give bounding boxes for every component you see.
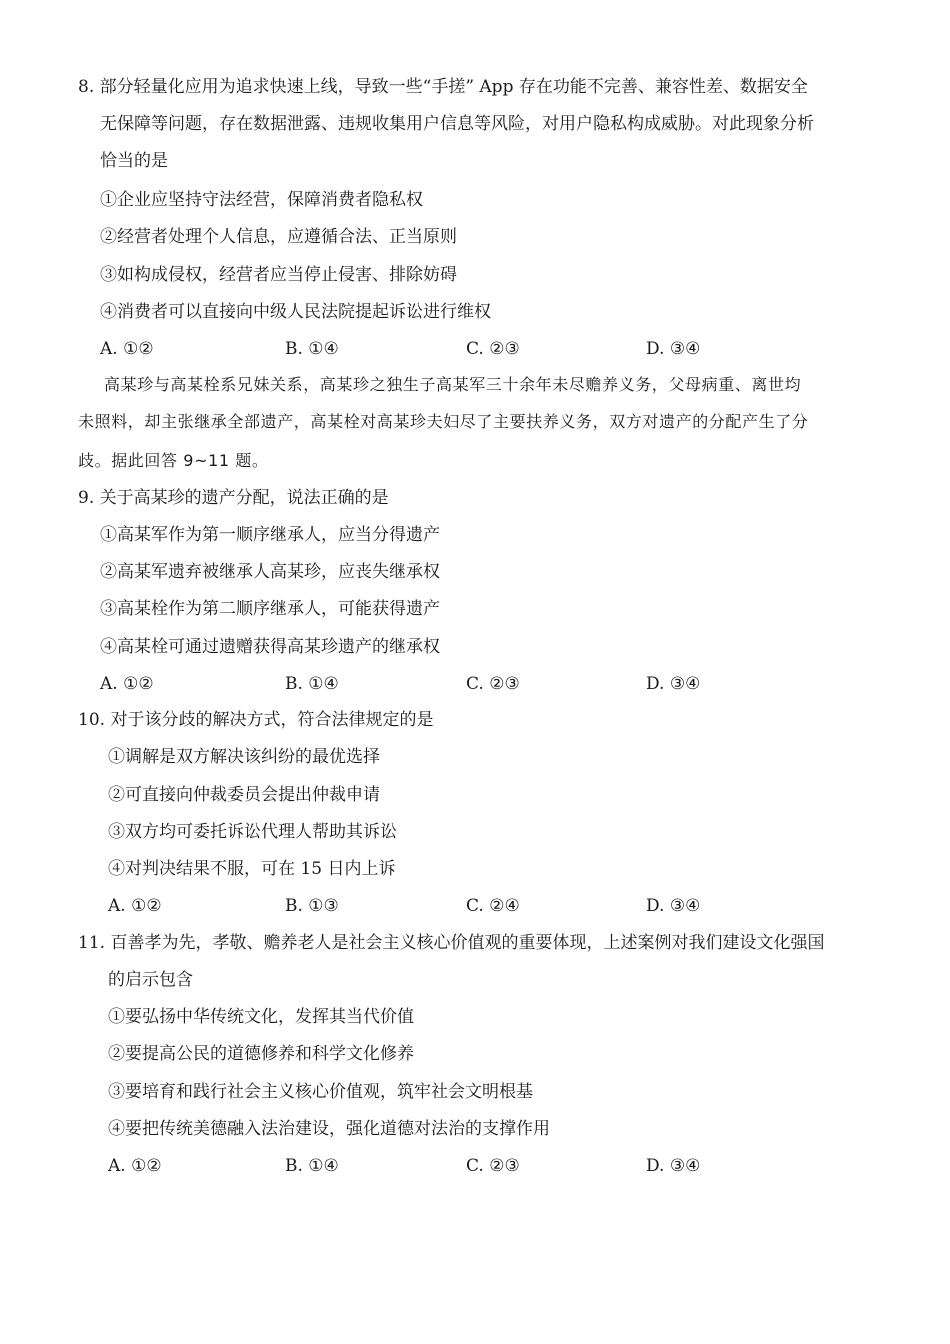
q10-option-4: ④对判决结果不服，可在 15 日内上诉 (108, 859, 396, 879)
q11-stem-line-1: 11. 百善孝为先，孝敬、赡养老人是社会主义核心价值观的重要体现，上述案例对我们建设文化强国 (78, 933, 825, 953)
q11-option-4: ④要把传统美德融入法治建设，强化道德对法治的支撑作用 (108, 1119, 550, 1139)
passage-line-1: 高某珍与高某栓系兄妹关系，高某珍之独生子高某军三十余年未尽赡养义务，父母病重、离世均 (104, 375, 802, 394)
q8-option-1: ①企业应坚持守法经营，保障消费者隐私权 (100, 190, 423, 210)
passage-line-2: 未照料，却主张继承全部遗产，高某栓对高某珍夫妇尽了主要扶养义务，双方对遗产的分配产生了分 (78, 412, 809, 431)
q9-choice-a: A. ①② (100, 674, 154, 694)
q8-option-3: ③如构成侵权，经营者应当停止侵害、排除妨碍 (100, 265, 457, 285)
q11-choice-b: B. ①④ (285, 1156, 339, 1176)
q11-option-2: ②要提高公民的道德修养和科学文化修养 (108, 1044, 414, 1064)
q8-choice-a: A. ①② (100, 339, 154, 359)
q11-option-1: ①要弘扬中华传统文化，发挥其当代价值 (108, 1007, 414, 1027)
q11-option-3: ③要培育和践行社会主义核心价值观，筑牢社会文明根基 (108, 1082, 533, 1102)
q11-choice-a: A. ①② (108, 1156, 162, 1176)
q9-option-4: ④高某栓可通过遗赠获得高某珍遗产的继承权 (100, 637, 440, 657)
q10-choice-b: B. ①③ (285, 896, 339, 916)
q9-option-3: ③高某栓作为第二顺序继承人，可能获得遗产 (100, 599, 440, 619)
q8-stem-line-2: 无保障等问题，存在数据泄露、违规收集用户信息等风险，对用户隐私构成威胁。对此现象分析 (100, 114, 814, 134)
q10-option-2: ②可直接向仲裁委员会提出仲裁申请 (108, 785, 380, 805)
q8-choice-b: B. ①④ (285, 339, 339, 359)
q8-option-4: ④消费者可以直接向中级人民法院提起诉讼进行维权 (100, 302, 491, 322)
q10-stem: 10. 对于该分歧的解决方式，符合法律规定的是 (78, 710, 434, 730)
q8-choice-d: D. ③④ (646, 339, 701, 359)
q10-choice-a: A. ①② (108, 896, 162, 916)
q8-stem-line-3: 恰当的是 (100, 151, 168, 171)
q8-choice-c: C. ②③ (466, 339, 520, 359)
q9-stem: 9. 关于高某珍的遗产分配，说法正确的是 (78, 488, 389, 508)
q9-choice-c: C. ②③ (466, 674, 520, 694)
q10-choice-d: D. ③④ (646, 896, 701, 916)
q10-option-3: ③双方均可委托诉讼代理人帮助其诉讼 (108, 822, 397, 842)
q9-option-2: ②高某军遗弃被继承人高某珍，应丧失继承权 (100, 562, 440, 582)
q10-choice-c: C. ②④ (466, 896, 520, 916)
q9-option-1: ①高某军作为第一顺序继承人，应当分得遗产 (100, 525, 440, 545)
q11-choice-d: D. ③④ (646, 1156, 701, 1176)
q9-choice-b: B. ①④ (285, 674, 339, 694)
q10-option-1: ①调解是双方解决该纠纷的最优选择 (108, 747, 380, 767)
q8-option-2: ②经营者处理个人信息，应遵循合法、正当原则 (100, 227, 457, 247)
q11-choice-c: C. ②③ (466, 1156, 520, 1176)
q8-stem-line-1: 8. 部分轻量化应用为追求快速上线，导致一些“手搓” App 存在功能不完善、兼容性差、数据安全 (78, 77, 808, 97)
q11-stem-line-2: 的启示包含 (108, 970, 193, 990)
passage-line-3: 歧。据此回答 9~11 题。 (78, 451, 269, 470)
q9-choice-d: D. ③④ (646, 674, 701, 694)
